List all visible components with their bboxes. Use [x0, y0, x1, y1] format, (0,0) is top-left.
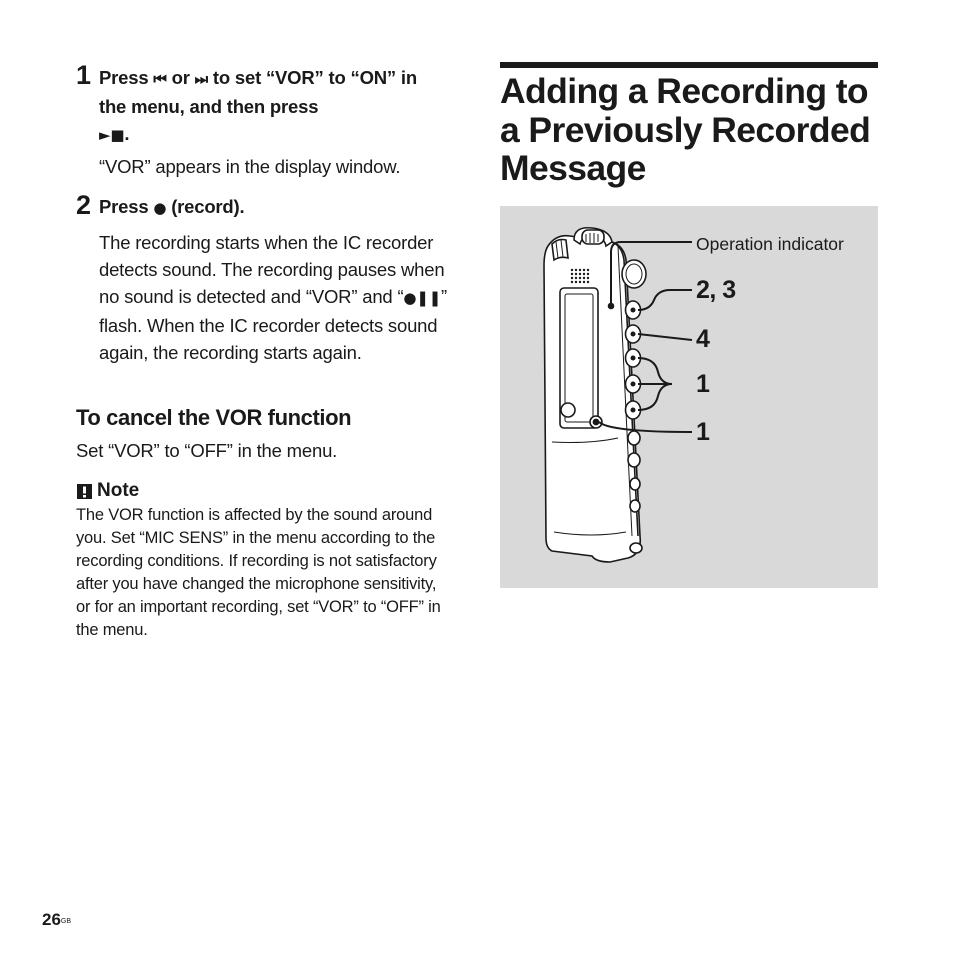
section-rule	[500, 62, 878, 68]
section-title: Adding a Recording to a Previously Recorded Message	[500, 71, 871, 188]
step-1-instruction: Press ⏮ or ⏭ to set “VOR” to “ON” in the menu, and then press ►■.	[99, 67, 417, 144]
note-label: Note	[97, 480, 140, 501]
section-title-wrap	[500, 72, 890, 188]
cancel-text: Set “VOR” to “OFF” in the menu.	[76, 440, 338, 461]
step-2-instruction: Press ● (record).	[99, 196, 245, 217]
note-icon	[76, 483, 93, 500]
label-step-1-lower: 1	[696, 418, 710, 446]
step-1-description: “VOR” appears in the display window.	[99, 156, 401, 177]
cancel-heading: To cancel the VOR function	[76, 405, 352, 430]
page-number-suffix: GB	[60, 918, 72, 925]
step-2-number: 2	[76, 190, 92, 220]
note-text: The VOR function is affected by the sound around you. Set “MIC SENS” in the menu according to the recording conditions. If recording is not satisfactory after you have changed the microphone sensitivity, or for an important recording, set “VOR” to “OFF” in the menu.	[76, 506, 441, 639]
record-pause-icon: ●❚❚	[403, 289, 442, 307]
play-stop-icon: ►■	[99, 126, 125, 144]
previous-track-icon: ⏮	[153, 70, 167, 88]
ic-recorder-illustration	[500, 206, 878, 588]
label-step-4: 4	[696, 325, 710, 353]
next-track-icon: ⏭	[194, 70, 208, 88]
label-steps-2-3: 2, 3	[696, 276, 736, 304]
callout-operation-indicator: Operation indicator	[696, 234, 844, 254]
label-step-1-upper: 1	[696, 370, 710, 398]
step-1-number: 1	[76, 60, 92, 90]
record-icon: ●	[153, 199, 167, 217]
page-number: $26^{GB}$	[42, 910, 72, 929]
note-header	[76, 480, 139, 502]
step-2-description: The recording starts when the IC recorder detects sound. The recording pauses when no sound is detected and “VOR” and “●❚❚” flash. When the IC recorder detects sound again, the recording starts again.	[99, 232, 448, 363]
illustration-panel	[500, 206, 878, 588]
